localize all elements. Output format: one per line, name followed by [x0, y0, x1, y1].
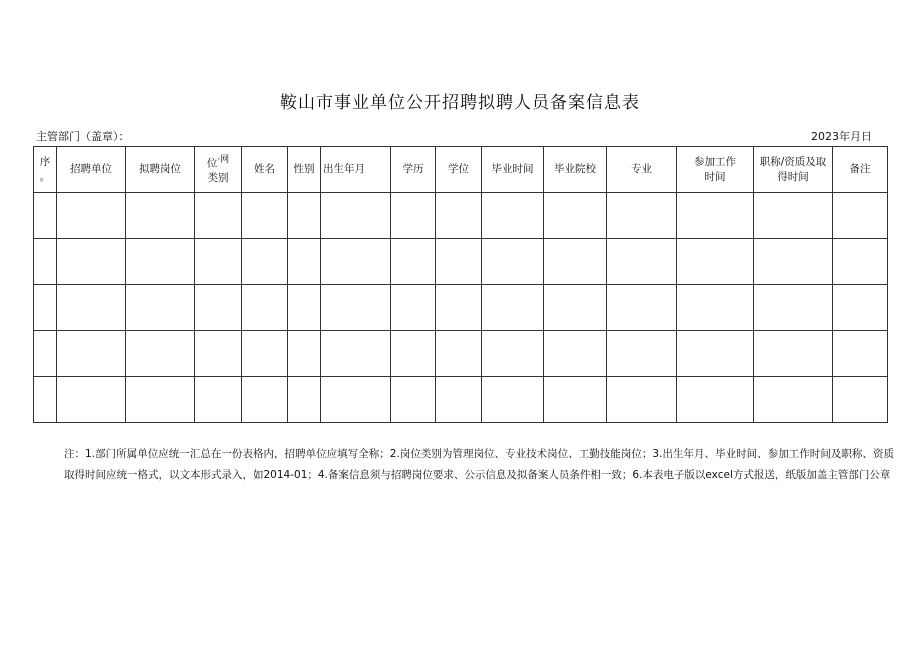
table-row	[34, 285, 888, 331]
table-cell[interactable]	[833, 193, 888, 239]
header-post-category: 位·网 类别	[195, 147, 242, 193]
table-cell[interactable]	[288, 285, 321, 331]
table-cell[interactable]	[288, 193, 321, 239]
table-row	[34, 193, 888, 239]
table-cell[interactable]	[126, 239, 195, 285]
table-cell[interactable]	[607, 331, 677, 377]
header-remarks: 备注	[833, 147, 888, 193]
header-education: 学历	[391, 147, 436, 193]
table-cell[interactable]	[242, 285, 288, 331]
header-seq: 序 。	[34, 147, 57, 193]
header-birth-date: 出生年月	[321, 147, 391, 193]
table-cell[interactable]	[436, 285, 482, 331]
table-cell[interactable]	[321, 377, 391, 423]
date-label: 2023年月日	[811, 130, 872, 143]
table-cell[interactable]	[754, 239, 833, 285]
header-name: 姓名	[242, 147, 288, 193]
table-cell[interactable]	[544, 377, 607, 423]
table-cell[interactable]	[321, 331, 391, 377]
table-cell[interactable]	[436, 239, 482, 285]
table-cell[interactable]	[482, 239, 544, 285]
table-cell[interactable]	[391, 239, 436, 285]
table-cell[interactable]	[677, 285, 754, 331]
table-cell[interactable]	[126, 331, 195, 377]
table-cell[interactable]	[34, 377, 57, 423]
table-cell[interactable]	[57, 193, 126, 239]
table-cell[interactable]	[195, 377, 242, 423]
table-cell[interactable]	[195, 285, 242, 331]
table-cell[interactable]	[754, 377, 833, 423]
table-cell[interactable]	[126, 285, 195, 331]
table-row	[34, 331, 888, 377]
table-cell[interactable]	[754, 193, 833, 239]
table-cell[interactable]	[482, 331, 544, 377]
table-cell[interactable]	[34, 239, 57, 285]
table-cell[interactable]	[391, 285, 436, 331]
table-cell[interactable]	[607, 239, 677, 285]
table-cell[interactable]	[34, 285, 57, 331]
table-cell[interactable]	[321, 239, 391, 285]
table-cell[interactable]	[195, 239, 242, 285]
table-cell[interactable]	[607, 285, 677, 331]
table-cell[interactable]	[677, 377, 754, 423]
footnote: 注：1.部门所属单位应统一汇总在一份表格内，招聘单位应填写全称；2.岗位类别为管理岗位、专业技术岗位、工勤技能岗位；3.出生年月、毕业时间、参加工作时间及职称、资质取得时间应统一格式，以文本形式录入，如2014-01；4.备案信息须与招聘岗位要求、公示信息及拟备案人员条件相一致；6.本表电子版以excel方式报送，纸版加盖主管部门公章	[64, 448, 894, 481]
header-gender: 性别	[288, 147, 321, 193]
header-graduation-time: 毕业时间	[482, 147, 544, 193]
table-cell[interactable]	[126, 193, 195, 239]
table-cell[interactable]	[544, 285, 607, 331]
table-cell[interactable]	[391, 331, 436, 377]
table-cell[interactable]	[288, 377, 321, 423]
header-major: 专业	[607, 147, 677, 193]
header-title-qualification: 职称/资质及取 得时间	[754, 147, 833, 193]
table-cell[interactable]	[195, 193, 242, 239]
table-row	[34, 377, 888, 423]
table-cell[interactable]	[544, 331, 607, 377]
table-cell[interactable]	[242, 331, 288, 377]
table-cell[interactable]	[436, 377, 482, 423]
table-cell[interactable]	[482, 193, 544, 239]
table-cell[interactable]	[321, 193, 391, 239]
header-recruiting-unit: 招聘单位	[57, 147, 126, 193]
header-degree: 学位	[436, 147, 482, 193]
table-cell[interactable]	[544, 193, 607, 239]
table-cell[interactable]	[754, 331, 833, 377]
table-cell[interactable]	[288, 239, 321, 285]
table-cell[interactable]	[482, 377, 544, 423]
table-cell[interactable]	[482, 285, 544, 331]
table-cell[interactable]	[391, 377, 436, 423]
table-cell[interactable]	[833, 377, 888, 423]
table-cell[interactable]	[321, 285, 391, 331]
table-cell[interactable]	[436, 331, 482, 377]
table-cell[interactable]	[391, 193, 436, 239]
department-stamp-label: 主管部门（盖章）：	[36, 130, 130, 143]
table-cell[interactable]	[34, 193, 57, 239]
table-cell[interactable]	[34, 331, 57, 377]
table-cell[interactable]	[677, 331, 754, 377]
table-cell[interactable]	[677, 193, 754, 239]
table-cell[interactable]	[126, 377, 195, 423]
table-cell[interactable]	[436, 193, 482, 239]
page-title: 鞍山市事业单位公开招聘拟聘人员备案信息表	[280, 93, 640, 113]
table-cell[interactable]	[57, 377, 126, 423]
record-table	[33, 146, 888, 423]
header-graduation-school: 毕业院校	[544, 147, 607, 193]
table-cell[interactable]	[607, 377, 677, 423]
table-cell[interactable]	[833, 285, 888, 331]
table-cell[interactable]	[544, 239, 607, 285]
table-header-row	[34, 147, 888, 193]
table-cell[interactable]	[57, 285, 126, 331]
table-row	[34, 239, 888, 285]
table-cell[interactable]	[288, 331, 321, 377]
table-cell[interactable]	[754, 285, 833, 331]
table-cell[interactable]	[833, 239, 888, 285]
table-cell[interactable]	[57, 331, 126, 377]
table-cell[interactable]	[242, 377, 288, 423]
header-proposed-post: 拟聘岗位	[126, 147, 195, 193]
table-cell[interactable]	[195, 331, 242, 377]
table-cell[interactable]	[607, 193, 677, 239]
header-work-start-time: 参加工作 时间	[677, 147, 754, 193]
table-cell[interactable]	[57, 239, 126, 285]
table-cell[interactable]	[242, 193, 288, 239]
table-cell[interactable]	[833, 331, 888, 377]
table-cell[interactable]	[242, 239, 288, 285]
table-cell[interactable]	[677, 239, 754, 285]
